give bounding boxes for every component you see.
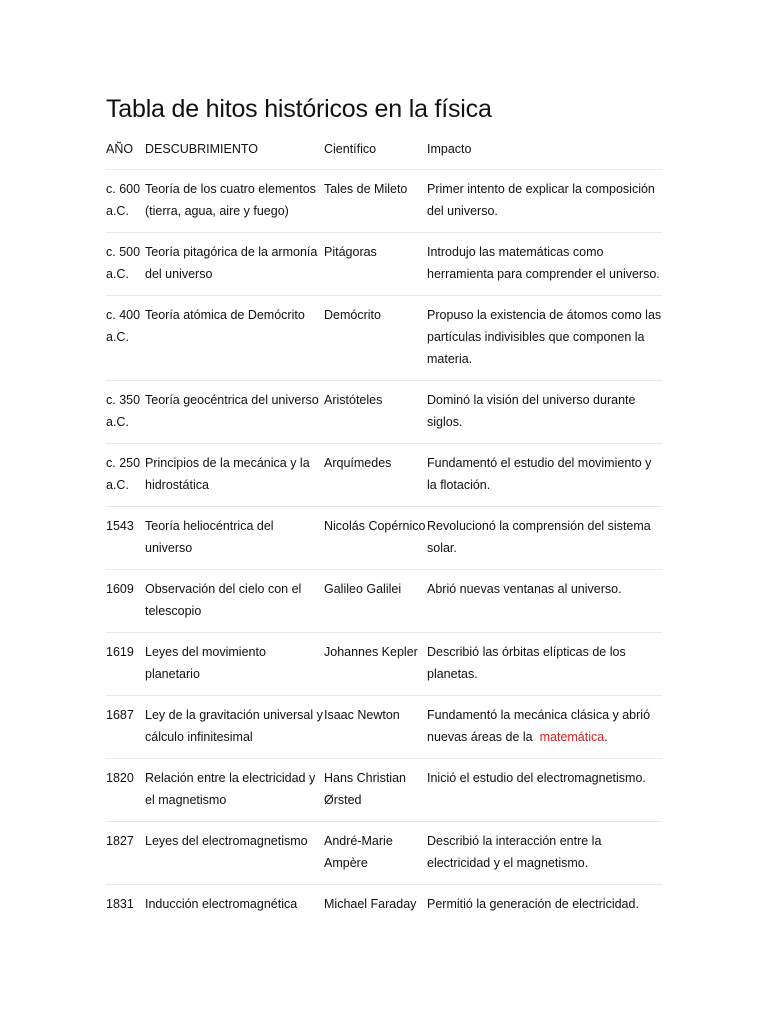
cell-year: c. 600 a.C. xyxy=(106,170,145,233)
table-row xyxy=(106,170,662,233)
cell-scientist: Hans Christian Ørsted xyxy=(324,759,427,822)
cell-discovery: Leyes del electromagnetismo xyxy=(145,822,324,885)
cell-year: 1543 xyxy=(106,507,145,570)
cell-impact: Dominó la visión del universo durante siglos. xyxy=(427,381,662,444)
cell-year: c. 400 a.C. xyxy=(106,296,145,381)
cell-discovery: Leyes del movimiento planetario xyxy=(145,633,324,696)
table-row xyxy=(106,570,662,633)
cell-impact: Describió las órbitas elípticas de los planetas. xyxy=(427,633,662,696)
cell-impact: Describió la interacción entre la electricidad y el magnetismo. xyxy=(427,822,662,885)
cell-scientist: André-Marie Ampère xyxy=(324,822,427,885)
cell-year: 1619 xyxy=(106,633,145,696)
document-page xyxy=(106,92,662,925)
table-row xyxy=(106,696,662,759)
cell-discovery: Relación entre la electricidad y el magnetismo xyxy=(145,759,324,822)
cell-impact: Abrió nuevas ventanas al universo. xyxy=(427,570,662,633)
cell-scientist: Nicolás Copérnico xyxy=(324,507,427,570)
cell-year: c. 500 a.C. xyxy=(106,233,145,296)
cell-impact: Permitió la generación de electricidad. xyxy=(427,885,662,926)
impact-tail: . xyxy=(604,730,608,744)
table-row xyxy=(106,507,662,570)
cell-discovery: Ley de la gravitación universal y cálculo infinitesimal xyxy=(145,696,324,759)
cell-impact: Primer intento de explicar la composición del universo. xyxy=(427,170,662,233)
cell-impact: Fundamentó el estudio del movimiento y la flotación. xyxy=(427,444,662,507)
cell-impact: Inició el estudio del electromagnetismo. xyxy=(427,759,662,822)
cell-discovery: Teoría pitagórica de la armonía del universo xyxy=(145,233,324,296)
cell-scientist: Demócrito xyxy=(324,296,427,381)
cell-scientist: Isaac Newton xyxy=(324,696,427,759)
header-discovery: DESCUBRIMIENTO xyxy=(145,142,258,156)
cell-scientist: Michael Faraday xyxy=(324,885,427,926)
table-row xyxy=(106,381,662,444)
header-impact: Impacto xyxy=(427,142,472,156)
cell-discovery: Inducción electromagnética xyxy=(145,885,324,926)
table-row xyxy=(106,233,662,296)
cell-impact xyxy=(427,696,662,759)
header-year: AÑO xyxy=(106,142,134,156)
cell-year: 1609 xyxy=(106,570,145,633)
table-row xyxy=(106,296,662,381)
cell-scientist: Pitágoras xyxy=(324,233,427,296)
cell-discovery: Teoría de los cuatro elementos (tierra, agua, aire y fuego) xyxy=(145,170,324,233)
cell-impact: Introdujo las matemáticas como herramienta para comprender el universo. xyxy=(427,233,662,296)
table-row xyxy=(106,633,662,696)
cell-scientist: Arquímedes xyxy=(324,444,427,507)
cell-discovery: Principios de la mecánica y la hidrostática xyxy=(145,444,324,507)
cell-scientist: Johannes Kepler xyxy=(324,633,427,696)
cell-impact: Propuso la existencia de átomos como las partículas indivisibles que componen la materia. xyxy=(427,296,662,381)
table-row xyxy=(106,444,662,507)
cell-discovery: Teoría heliocéntrica del universo xyxy=(145,507,324,570)
cell-scientist: Tales de Mileto xyxy=(324,170,427,233)
table-header-row xyxy=(106,138,662,170)
cell-year: 1827 xyxy=(106,822,145,885)
cell-discovery: Observación del cielo con el telescopio xyxy=(145,570,324,633)
cell-scientist: Galileo Galilei xyxy=(324,570,427,633)
cell-year: c. 250 a.C. xyxy=(106,444,145,507)
table-row xyxy=(106,885,662,926)
cell-discovery: Teoría geocéntrica del universo xyxy=(145,381,324,444)
table-row xyxy=(106,759,662,822)
cell-year: 1831 xyxy=(106,885,145,926)
cell-year: c. 350 a.C. xyxy=(106,381,145,444)
cell-discovery: Teoría atómica de Demócrito xyxy=(145,296,324,381)
document-title: Tabla de hitos históricos en la física xyxy=(106,95,492,123)
milestones-table xyxy=(106,138,662,925)
cell-impact: Revolucionó la comprensión del sistema solar. xyxy=(427,507,662,570)
table-row xyxy=(106,822,662,885)
impact-text: Fundamentó la mecánica clásica y abrió nuevas áreas de la xyxy=(427,708,651,744)
cell-year: 1820 xyxy=(106,759,145,822)
header-scientist: Científico xyxy=(324,142,377,156)
cell-year: 1687 xyxy=(106,696,145,759)
highlighted-word: matemática xyxy=(539,730,605,744)
cell-scientist: Aristóteles xyxy=(324,381,427,444)
